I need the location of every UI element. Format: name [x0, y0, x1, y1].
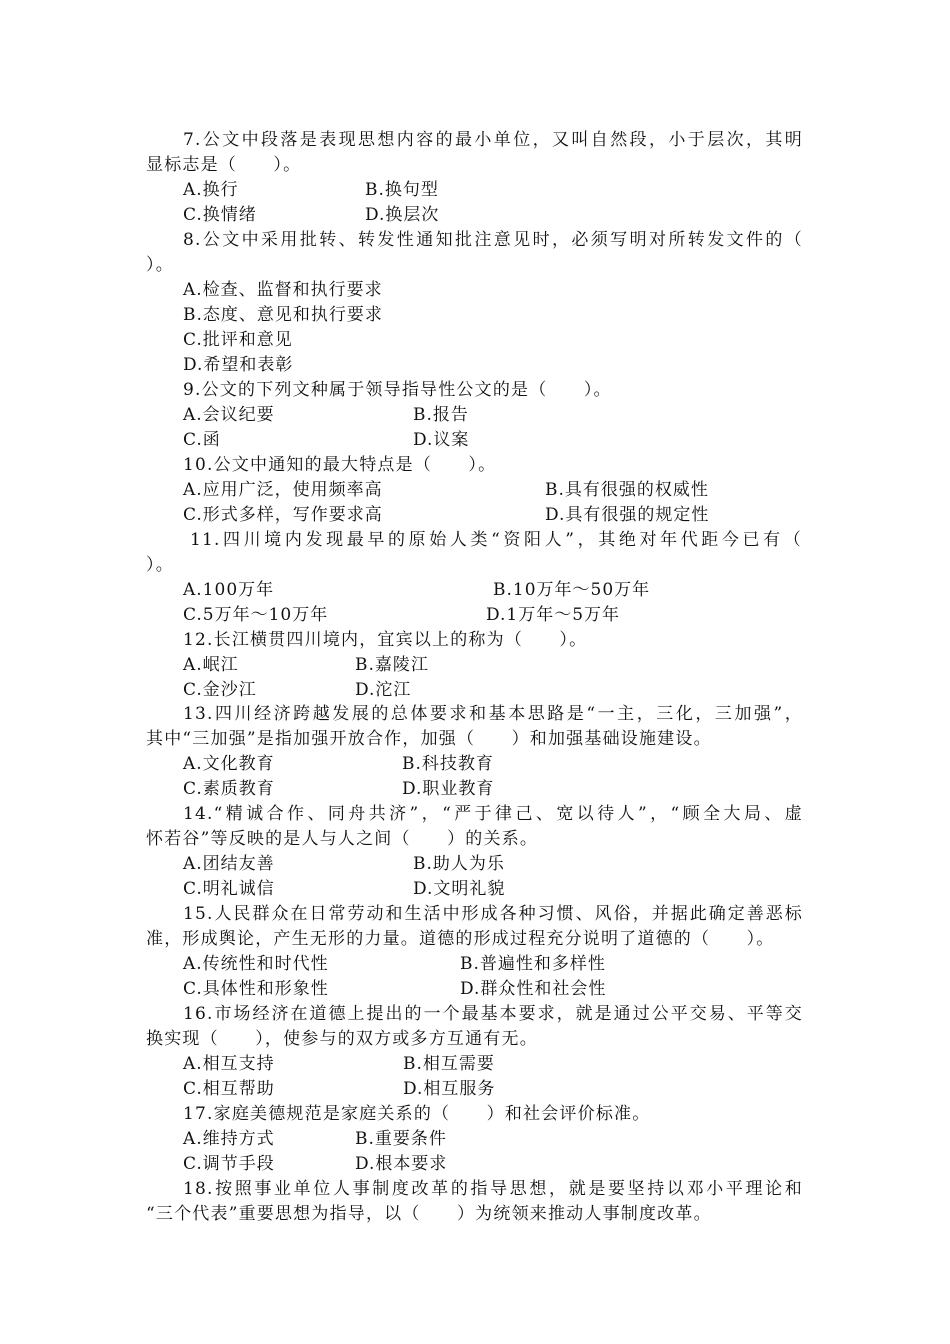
question-16-line-2: 换实现（ ），使参与的双方或多方互通有无。 — [146, 1029, 538, 1049]
question-10-option-d: D.具有很强的规定性 — [545, 505, 710, 525]
question-12-option-a: A.岷江 — [183, 655, 239, 675]
question-7-line-2: 显标志是（ ）。 — [146, 155, 302, 175]
question-17-option-b: B.重要条件 — [355, 1129, 447, 1149]
question-8-option-d: D.希望和表彰 — [183, 355, 294, 375]
question-11-option-d: D.1万年～5万年 — [486, 605, 621, 625]
question-18-line-1: 18.按照事业单位人事制度改革的指导思想，就是要坚持以邓小平理论和 — [183, 1179, 803, 1199]
question-16-option-a: A.相互支持 — [183, 1054, 275, 1074]
question-16-option-b: B.相互需要 — [403, 1054, 495, 1074]
question-9-option-c: C.函 — [183, 430, 221, 450]
question-15-line-2: 准，形成舆论，产生无形的力量。道德的形成过程充分说明了道德的（ ）。 — [146, 929, 775, 949]
question-7-line-1: 7.公文中段落是表现思想内容的最小单位，又叫自然段，小于层次，其明 — [183, 130, 803, 150]
question-11-option-a: A.100万年 — [183, 580, 275, 600]
question-13-line-2: 其中“三加强”是指加强开放合作，加强（ ）和加强基础设施建设。 — [146, 729, 712, 749]
question-12-line-1: 12.长江横贯四川境内，宜宾以上的称为（ ）。 — [183, 630, 588, 650]
question-9-option-a: A.会议纪要 — [183, 405, 275, 425]
question-12-option-c: C.金沙江 — [183, 680, 257, 700]
question-16-line-1: 16.市场经济在道德上提出的一个最基本要求，就是通过公平交易、平等交 — [183, 1004, 803, 1024]
question-8-option-a: A.检查、监督和执行要求 — [183, 280, 383, 300]
question-17-option-d: D.根本要求 — [355, 1154, 448, 1174]
question-7-option-b: B.换句型 — [365, 180, 439, 200]
question-17-option-c: C.调节手段 — [183, 1154, 275, 1174]
question-17-option-a: A.维持方式 — [183, 1129, 275, 1149]
question-15-option-a: A.传统性和时代性 — [183, 954, 329, 974]
question-14-line-2: 怀若谷”等反映的是人与人之间（ ）的关系。 — [146, 829, 539, 849]
question-12-option-b: B.嘉陵江 — [355, 655, 429, 675]
question-14-line-1: 14.“精诚合作、同舟共济”，“严于律己、宽以待人”，“顾全大局、虚 — [183, 804, 803, 824]
question-18-line-2: “三个代表”重要思想为指导，以（ ）为统领来推动人事制度改革。 — [146, 1204, 712, 1224]
question-10-option-c: C.形式多样，写作要求高 — [183, 505, 383, 525]
question-15-option-b: B.普遍性和多样性 — [460, 954, 606, 974]
question-14-option-a: A.团结友善 — [183, 854, 275, 874]
question-10-option-b: B.具有很强的权威性 — [545, 480, 709, 500]
question-15-line-1: 15.人民群众在日常劳动和生活中形成各种习惯、风俗，并据此确定善恶标 — [183, 904, 803, 924]
question-10-option-a: A.应用广泛，使用频率高 — [183, 480, 383, 500]
question-14-option-d: D.文明礼貌 — [413, 879, 506, 899]
question-10-line-1: 10.公文中通知的最大特点是（ ）。 — [183, 455, 497, 475]
question-16-option-d: D.相互服务 — [403, 1079, 496, 1099]
question-9-line-1: 9.公文的下列文种属于领导指导性公文的是（ ）。 — [183, 380, 612, 400]
question-11-option-b: B.10万年～50万年 — [493, 580, 651, 600]
question-8-option-c: C.批评和意见 — [183, 330, 293, 350]
question-16-option-c: C.相互帮助 — [183, 1079, 275, 1099]
question-8-line-2: ）。 — [146, 255, 174, 275]
question-14-option-c: C.明礼诚信 — [183, 879, 275, 899]
question-13-line-1: 13.四川经济跨越发展的总体要求和基本思路是“一主，三化，三加强”， — [183, 704, 803, 724]
question-7-option-c: C.换情绪 — [183, 205, 257, 225]
question-13-option-d: D.职业教育 — [402, 779, 495, 799]
question-15-option-d: D.群众性和社会性 — [460, 979, 607, 999]
question-8-line-1: 8.公文中采用批转、转发性通知批注意见时，必须写明对所转发文件的（ — [183, 230, 803, 250]
question-9-option-d: D.议案 — [413, 430, 470, 450]
question-17-line-1: 17.家庭美德规范是家庭关系的（ ）和社会评价标准。 — [183, 1104, 651, 1124]
question-11-option-c: C.5万年～10万年 — [183, 605, 329, 625]
question-9-option-b: B.报告 — [413, 405, 469, 425]
question-15-option-c: C.具体性和形象性 — [183, 979, 329, 999]
question-13-option-b: B.科技教育 — [402, 754, 494, 774]
question-14-option-b: B.助人为乐 — [413, 854, 505, 874]
question-11-line-1: 11.四川境内发现最早的原始人类“资阳人”，其绝对年代距今已有（ — [190, 530, 802, 550]
question-13-option-c: C.素质教育 — [183, 779, 275, 799]
question-11-line-2: ）。 — [146, 555, 174, 575]
question-7-option-a: A.换行 — [183, 180, 239, 200]
question-7-option-d: D.换层次 — [365, 205, 440, 225]
question-13-option-a: A.文化教育 — [183, 754, 275, 774]
question-8-option-b: B.态度、意见和执行要求 — [183, 305, 383, 325]
question-12-option-d: D.沱江 — [355, 680, 412, 700]
